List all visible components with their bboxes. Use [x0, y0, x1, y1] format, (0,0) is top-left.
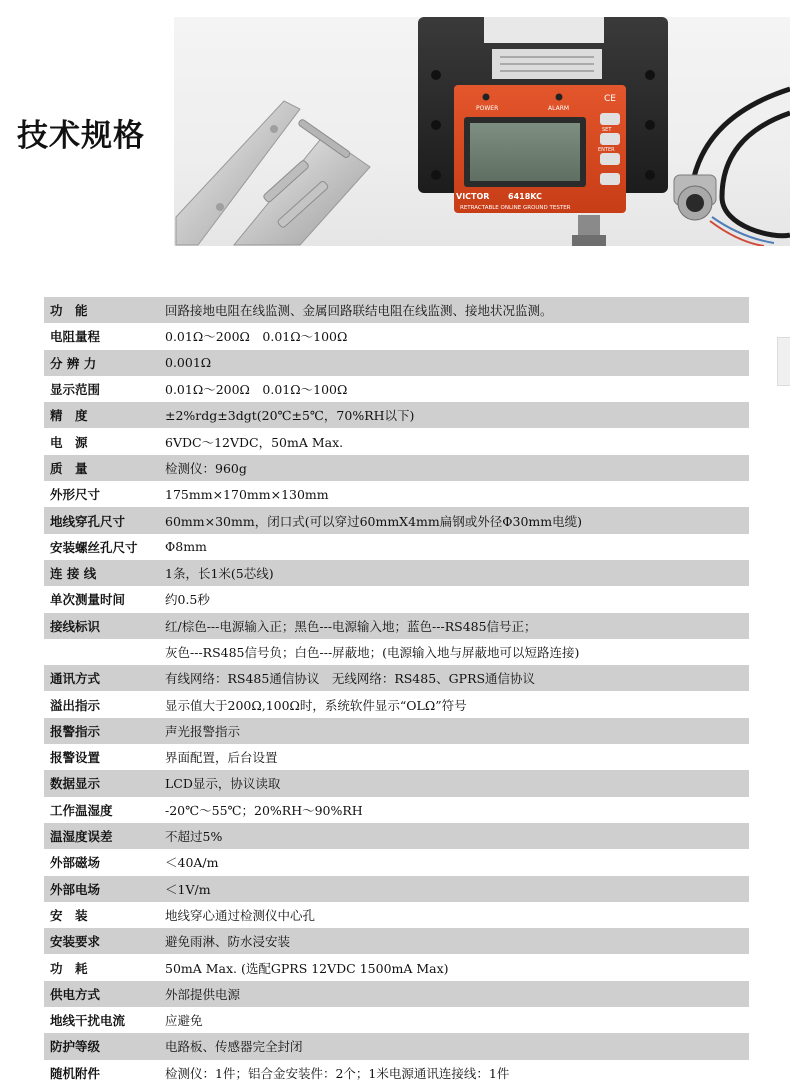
- spec-value: 175mm×170mm×130mm: [165, 486, 329, 502]
- spec-row: [44, 981, 749, 1007]
- spec-row: [44, 534, 749, 560]
- spec-row: [44, 428, 749, 454]
- spec-row: [44, 823, 749, 849]
- spec-value: 50mA Max. (选配GPRS 12VDC 1500mA Max): [165, 960, 449, 976]
- spec-row: [44, 297, 749, 323]
- spec-row: [44, 954, 749, 980]
- spec-value: 检测仪：1件；铝合金安装件：2个；1米电源通讯连接线：1件: [165, 1065, 510, 1081]
- spec-row: [44, 639, 749, 665]
- spec-value: 外部提供电源: [165, 986, 241, 1002]
- up-button-image: [600, 113, 620, 125]
- side-scroll-tab[interactable]: [777, 337, 790, 386]
- spec-label: 溢出指示: [50, 697, 101, 713]
- spec-label: 温湿度误差: [50, 829, 113, 845]
- spec-label: 分 辨 力: [50, 355, 97, 371]
- spec-row: [44, 402, 749, 428]
- spec-label: 报警指示: [50, 723, 101, 739]
- cable-connector-image: [674, 89, 790, 246]
- spec-value: 6VDC～12VDC，50mA Max.: [165, 434, 344, 450]
- spec-value: 避免雨淋、防水浸安装: [165, 934, 291, 950]
- spec-value: LCD显示，协议读取: [165, 776, 281, 792]
- spec-row: [44, 1060, 749, 1086]
- spec-row: [44, 718, 749, 744]
- spec-label: 接线标识: [50, 618, 101, 634]
- panel-subtitle: RETRACTABLE ONLINE GROUND TESTER: [460, 205, 571, 211]
- spec-row: [44, 744, 749, 770]
- product-photo: [174, 17, 790, 246]
- alarm-label: ALARM: [548, 105, 570, 112]
- spec-label: 单次测量时间: [50, 592, 126, 608]
- spec-label: 随机附件: [50, 1065, 101, 1081]
- spec-label: 精 度: [50, 408, 88, 424]
- spec-value: 1条，长1米(5芯线): [165, 566, 274, 582]
- brand-label: VICTOR: [456, 192, 490, 201]
- spec-row: [44, 902, 749, 928]
- spec-row: [44, 507, 749, 533]
- spec-value: -20℃～55℃；20%RH～90%RH: [165, 802, 363, 818]
- spec-row: [44, 455, 749, 481]
- tester-device-image: [418, 17, 668, 246]
- spec-row: [44, 350, 749, 376]
- spec-value: 红/棕色---电源输入正；黑色---电源输入地；蓝色---RS485信号正；: [165, 618, 537, 634]
- spec-value: 应避免: [165, 1013, 203, 1029]
- set-label: SET: [602, 127, 612, 133]
- spec-label: 电 源: [50, 434, 88, 450]
- spec-value: 不超过5%: [165, 829, 223, 845]
- spec-row: [44, 323, 749, 349]
- spec-label: 外部磁场: [50, 855, 101, 871]
- spec-row: [44, 849, 749, 875]
- spec-row: [44, 481, 749, 507]
- spec-value: 电路板、传感器完全封闭: [165, 1039, 303, 1055]
- model-label: 6418KC: [508, 192, 542, 201]
- enter-label: ENTER: [598, 147, 615, 153]
- spec-label: 供电方式: [50, 986, 101, 1002]
- spec-label: 地线干扰电流: [50, 1013, 126, 1029]
- spec-row: [44, 1007, 749, 1033]
- spec-row: [44, 560, 749, 586]
- spec-table: [44, 297, 749, 1086]
- spec-row: [44, 376, 749, 402]
- spec-label: 工作温湿度: [50, 802, 113, 818]
- spec-row: [44, 665, 749, 691]
- spec-label: 质 量: [50, 460, 88, 476]
- spec-label: 外形尺寸: [50, 487, 101, 503]
- spec-row: [44, 691, 749, 717]
- spec-value: 0.01Ω～200Ω 0.01Ω～100Ω: [165, 329, 348, 345]
- spec-value: 界面配置，后台设置: [165, 750, 278, 766]
- spec-value: 声光报警指示: [165, 723, 241, 739]
- spec-value: ＜40A/m: [165, 855, 219, 871]
- page-title: 技术规格: [17, 118, 145, 154]
- spec-value: 60mm×30mm，闭口式(可以穿过60mmX4mm扁钢或外径Φ30mm电缆): [165, 513, 582, 529]
- spec-value: 检测仪：960g: [165, 460, 247, 476]
- spec-row: [44, 928, 749, 954]
- spec-label: 报警设置: [50, 750, 101, 766]
- spec-row: [44, 797, 749, 823]
- spec-row: [44, 586, 749, 612]
- spec-label: 功 耗: [50, 960, 88, 976]
- spec-label: 地线穿孔尺寸: [50, 513, 126, 529]
- spec-row: [44, 613, 749, 639]
- spec-value: 约0.5秒: [165, 592, 210, 608]
- spec-label: 安装螺丝孔尺寸: [50, 539, 138, 555]
- spec-value: ＜1V/m: [165, 881, 211, 897]
- spec-label: 数据显示: [50, 776, 101, 792]
- spec-label: 防护等级: [50, 1039, 101, 1055]
- spec-value: ±2%rdg±3dgt(20℃±5℃，70%RH以下): [165, 408, 415, 424]
- power-label: POWER: [476, 105, 499, 112]
- spec-value: 0.01Ω～200Ω 0.01Ω～100Ω: [165, 382, 348, 398]
- mounting-bracket-image: [176, 101, 370, 245]
- spec-value: 回路接地电阻在线监测、金属回路联结电阻在线监测、接地状况监测。: [165, 303, 553, 319]
- spec-label: 安装要求: [50, 934, 101, 950]
- spec-row: [44, 770, 749, 796]
- spec-row: [44, 1033, 749, 1059]
- spec-row: [44, 876, 749, 902]
- spec-label: 显示范围: [50, 382, 101, 398]
- spec-value: 有线网络：RS485通信协议 无线网络：RS485、GPRS通信协议: [165, 671, 536, 687]
- spec-value: Φ8mm: [165, 539, 207, 555]
- spec-label: 通讯方式: [50, 671, 101, 687]
- spec-value: 显示值大于200Ω,100Ω时，系统软件显示“OLΩ”符号: [165, 697, 467, 713]
- spec-value: 地线穿心通过检测仪中心孔: [165, 907, 316, 923]
- spec-value: 0.001Ω: [165, 355, 212, 371]
- spec-label: 连 接 线: [50, 566, 97, 582]
- ce-mark: CE: [604, 94, 616, 104]
- spec-value: 灰色---RS485信号负；白色---屏蔽地；(电源输入地与屏蔽地可以短路连接): [165, 645, 580, 660]
- spec-label: 电阻量程: [50, 329, 101, 345]
- spec-label: 外部电场: [50, 881, 101, 897]
- spec-label: 功 能: [50, 303, 88, 319]
- spec-label: 安 装: [50, 907, 88, 923]
